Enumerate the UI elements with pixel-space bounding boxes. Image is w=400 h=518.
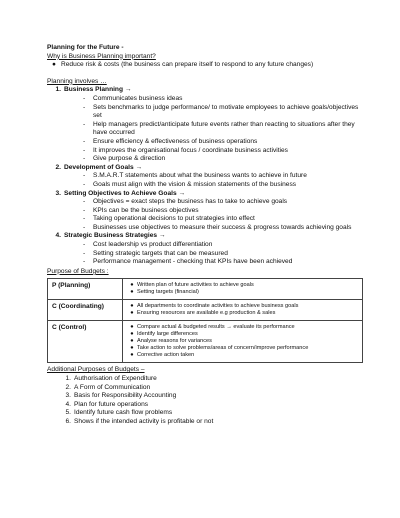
section-item-text: Sets benchmarks to judge performance/ to motivate employees to achieve goals/objectives set — [93, 103, 359, 120]
additional-item-number: 6. — [65, 418, 71, 425]
dash-marker: - — [83, 258, 86, 266]
budget-bullet-row — [127, 324, 358, 331]
section-item — [47, 215, 367, 224]
budget-bullet-row — [127, 345, 358, 352]
section-item — [47, 207, 367, 216]
budget-bullet-text: Compare actual & budgeted results → evaluate its performance — [137, 324, 295, 331]
budgets-table — [47, 278, 363, 363]
budget-values — [123, 321, 363, 363]
budget-key: P (Planning) — [48, 279, 123, 300]
budget-row — [48, 321, 363, 363]
budget-key: C (Coordinating) — [48, 300, 123, 321]
budget-bullet-text: Setting targets (financial) — [137, 289, 199, 296]
dash-marker: - — [83, 198, 86, 206]
dash-marker: - — [83, 241, 86, 249]
additional-heading: Additional Purposes of Budgets – — [47, 366, 145, 374]
additional-item — [47, 375, 367, 384]
section-item-text: Give purpose & direction — [93, 155, 166, 163]
additional-item-number: 2. — [65, 383, 71, 391]
budget-values — [123, 300, 363, 321]
bullet-icon: ● — [130, 310, 134, 317]
section-item — [47, 181, 367, 190]
section-item-text: Businesses use objectives to measure their success & progress towards achieving goals — [93, 223, 352, 231]
additional-item-text: Shows if the intended activity is profitable or not — [74, 418, 214, 425]
section-item-text: S.M.A.R.T statements about what the business wants to achieve in future — [93, 172, 307, 180]
why-bullet-row — [47, 61, 367, 70]
section-item — [47, 138, 367, 147]
additional-item — [47, 401, 367, 410]
section-heading — [47, 164, 367, 173]
planning-involves-heading: Planning involves … — [47, 77, 107, 85]
section-item-text: Performance management - checking that KPIs have been achieved — [93, 258, 293, 266]
budget-bullet-row — [127, 282, 358, 289]
budget-row — [48, 300, 363, 321]
bullet-icon: ● — [130, 338, 134, 345]
additional-item-text: A Form of Communication — [74, 383, 151, 391]
dash-marker: - — [83, 120, 86, 128]
additional-item-text: Plan for future operations — [74, 400, 149, 408]
section-item-text: Cost leadership vs product differentiation — [93, 241, 213, 249]
section-title: Development of Goals → — [64, 163, 143, 171]
section-item — [47, 250, 367, 259]
budget-key: C (Control) — [48, 321, 123, 363]
section-number: 2. — [55, 163, 61, 171]
budget-bullet-row — [127, 303, 358, 310]
bullet-icon: ● — [130, 289, 134, 296]
section-item-text: Communicates business ideas — [93, 94, 183, 102]
section-item-text: Setting strategic targets that can be measured — [93, 249, 228, 257]
additional-list — [47, 375, 367, 427]
section-heading — [47, 232, 367, 241]
dash-marker: - — [83, 215, 86, 223]
budget-bullet-text: All departments to coordinate activities to achieve business goals — [137, 303, 299, 310]
section-item-text: KPIs can be the business objectives — [93, 206, 199, 214]
section-item — [47, 95, 367, 104]
additional-item — [47, 392, 367, 401]
additional-item-text: Identify future cash flow problems — [74, 409, 173, 417]
budget-values — [123, 279, 363, 300]
section-heading — [47, 190, 367, 199]
section-item-text: It improves the organisational focus / coordinate business activities — [93, 146, 288, 154]
section-heading — [47, 86, 367, 95]
additional-item-text: Authorisation of Expenditure — [74, 375, 157, 383]
budget-bullet-row — [127, 331, 358, 338]
dash-marker: - — [83, 103, 86, 111]
bullet-icon: ● — [130, 345, 134, 352]
dash-marker: - — [83, 206, 86, 214]
section-number: 1. — [55, 86, 61, 94]
section-item — [47, 258, 367, 267]
dash-marker: - — [83, 223, 86, 231]
section-item — [47, 224, 367, 233]
budget-bullet-row — [127, 289, 358, 296]
dash-marker: - — [83, 94, 86, 102]
budget-bullet-text: Written plan of future activities to achieve goals — [137, 282, 254, 289]
additional-item-text: Basis for Responsibility Accounting — [74, 392, 177, 400]
section-number: 3. — [55, 189, 61, 197]
dash-marker: - — [83, 137, 86, 145]
section-title: Business Planning → — [64, 86, 132, 94]
section-item-text: Ensure efficiency & effectiveness of business operations — [93, 137, 258, 145]
why-heading: Why is Business Planning important? — [47, 52, 156, 60]
section-item-text: Help managers predict/anticipate future events rather than reacting to situations after they have occurred — [93, 120, 355, 137]
bullet-icon: ● — [130, 352, 134, 359]
budget-bullet-row — [127, 352, 358, 359]
bullet-icon: ● — [52, 61, 56, 69]
additional-item-number: 1. — [65, 375, 71, 383]
section-title: Strategic Business Strategies → — [64, 232, 166, 240]
dash-marker: - — [83, 155, 86, 163]
bullet-icon: ● — [130, 303, 134, 310]
section-item — [47, 172, 367, 181]
budget-bullet-text: Corrective action taken — [137, 352, 195, 359]
section-item-text: Goals must align with the vision & mission statements of the business — [93, 180, 297, 188]
document-page — [47, 44, 367, 427]
bullet-icon: ● — [130, 324, 134, 331]
dash-marker: - — [83, 180, 86, 188]
budget-bullet-text: Identify large differences — [137, 331, 198, 338]
section-title: Setting Objectives to Achieve Goals → — [64, 189, 186, 197]
bullet-icon: ● — [130, 331, 134, 338]
additional-item — [47, 418, 367, 427]
page-title: Planning for the Future - — [47, 44, 124, 51]
budgets-heading: Purpose of Budgets : — [47, 267, 109, 275]
additional-item — [47, 409, 367, 418]
section-item — [47, 155, 367, 164]
budget-bullet-row — [127, 310, 358, 317]
additional-item — [47, 384, 367, 393]
section-item — [47, 121, 367, 138]
section-item-text: Taking operational decisions to put strategies into effect — [93, 215, 255, 223]
section-number: 4. — [55, 232, 61, 240]
bullet-icon: ● — [130, 282, 134, 289]
budget-bullet-row — [127, 338, 358, 345]
dash-marker: - — [83, 146, 86, 154]
additional-item-number: 5. — [65, 409, 71, 417]
budget-bullet-text: Analyse reasons for variances — [137, 338, 212, 345]
section-item — [47, 104, 367, 121]
additional-item-number: 3. — [65, 392, 71, 400]
dash-marker: - — [83, 249, 86, 257]
budget-bullet-text: Ensuring resources are available e.g production & sales — [137, 310, 276, 317]
budget-bullet-text: Take action to solve problems/areas of concern/improve performance — [137, 345, 309, 352]
dash-marker: - — [83, 172, 86, 180]
additional-item-number: 4. — [65, 400, 71, 408]
section-item — [47, 198, 367, 207]
section-item — [47, 241, 367, 250]
planning-sections — [47, 86, 367, 266]
section-item — [47, 147, 367, 156]
budget-row — [48, 279, 363, 300]
section-item-text: Objectives = exact steps the business has to take to achieve goals — [93, 198, 288, 206]
why-bullet-text: Reduce risk & costs (the business can prepare itself to respond to any future changes) — [61, 61, 314, 69]
